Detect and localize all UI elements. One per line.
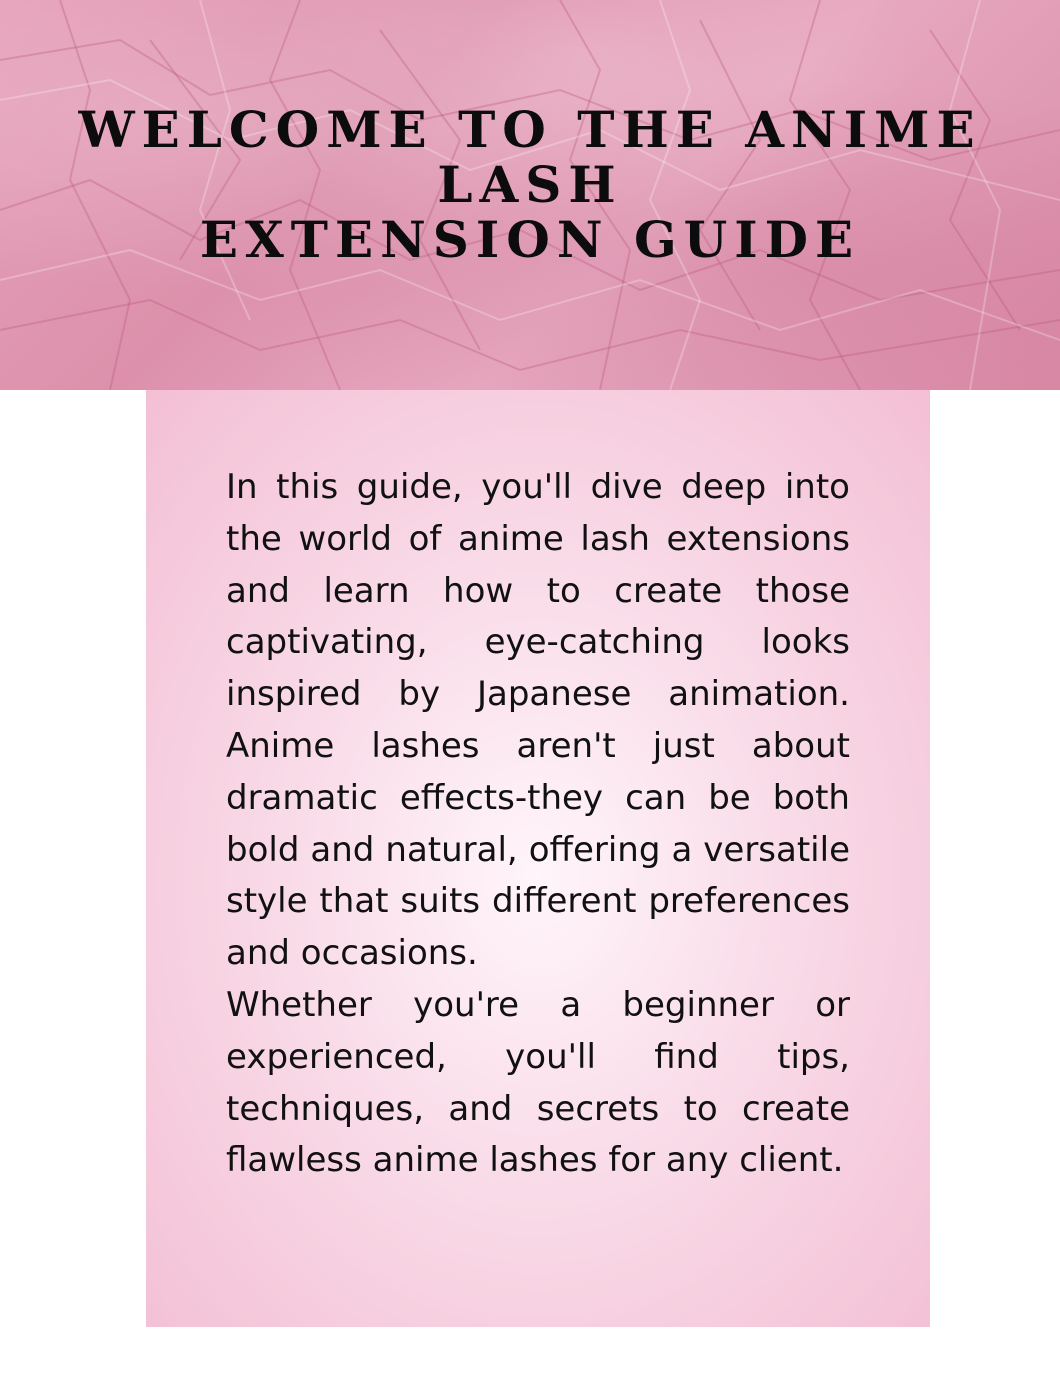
intro-paragraph: In this guide, you'll dive deep into the world of anime lash extensions and learn how to create those captivating, eye-catching looks inspired by Japanese animation. Anime lashes aren't just about dramatic effects-they can be both bold and natural, offering a versatile style that suits different preferences and occasions. bbox=[226, 467, 850, 974]
closing-paragraph: Whether you're a beginner or experienced, you'll find tips, techniques, and secrets to create flawless anime lashes for any client. bbox=[226, 984, 850, 1181]
content-panel bbox=[146, 390, 930, 1327]
title-line-3: EXTENSION GUIDE bbox=[199, 210, 861, 269]
body-text bbox=[226, 462, 850, 1187]
title-line-1: WELCOME TO THE ANIME bbox=[78, 100, 982, 159]
header-banner bbox=[0, 0, 1060, 390]
page-title bbox=[0, 102, 1060, 267]
title-line-2: LASH bbox=[437, 155, 623, 214]
